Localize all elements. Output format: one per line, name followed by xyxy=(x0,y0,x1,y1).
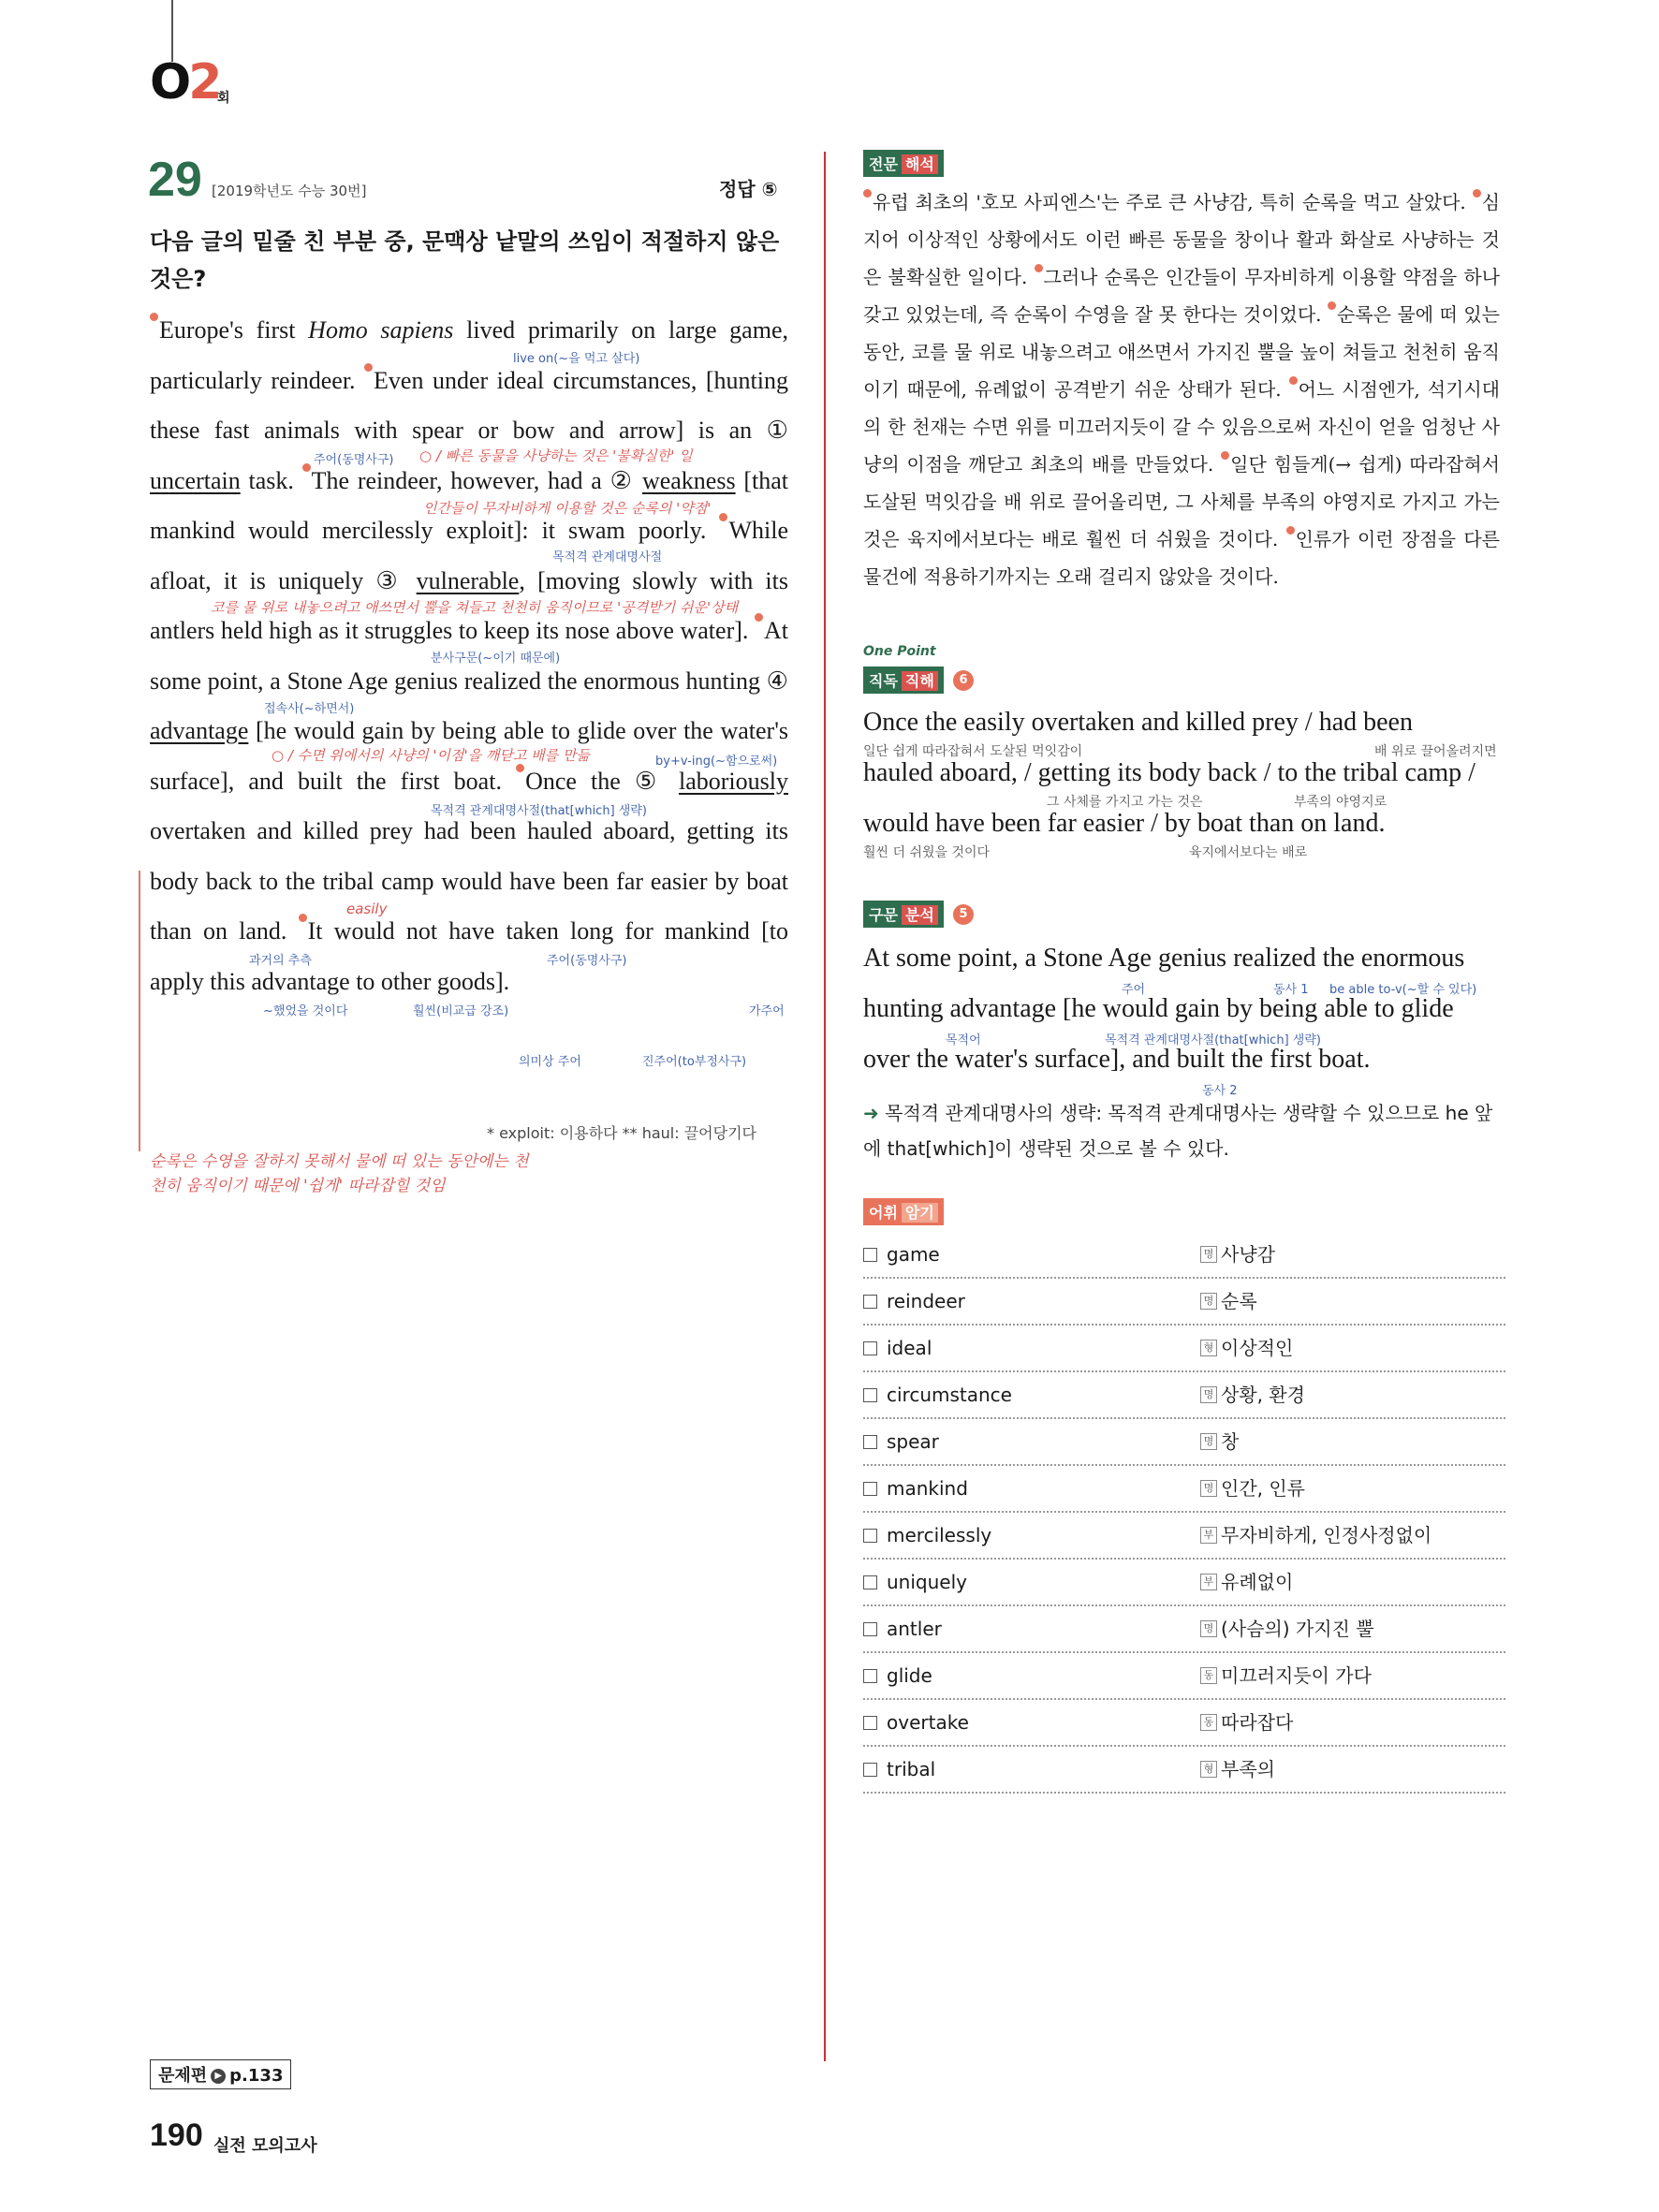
chunk-line-2: hauled aboard, / getting its body back / to the tribal camp / xyxy=(863,758,1475,787)
checkbox-icon[interactable] xyxy=(863,1716,877,1730)
structure-annotation: 목적격 관계대명사절(that[which] 생략) xyxy=(1105,1033,1321,1047)
structure-annotation: 동사 1 xyxy=(1273,983,1309,997)
footnote: * exploit: 이용하다 ** haul: 끌어당기다 xyxy=(487,1124,756,1142)
one-point-label: One Point xyxy=(863,644,936,659)
checkbox-icon[interactable] xyxy=(863,1529,877,1543)
underlined-word-2: weakness xyxy=(641,466,736,494)
sentence-marker-icon xyxy=(755,613,763,622)
checkbox-icon[interactable] xyxy=(863,1763,877,1777)
annotation-blue: by+v-ing(~함으로써) xyxy=(655,754,778,769)
sentence-marker-icon xyxy=(1035,264,1043,272)
underlined-word-5: laboriously xyxy=(679,767,788,795)
underlined-word-1: uncertain xyxy=(150,466,241,494)
structure-line-2: hunting advantage [he would gain by being able to glide xyxy=(863,994,1454,1023)
chunk-gloss: 일단 쉽게 따라잡혀서 도살된 먹잇감이 xyxy=(863,744,1083,759)
structure-note: ➜ 목적격 관계대명사의 생략: 목적격 관계대명사는 생략할 수 있으므로 he 앞에 that[which]이 생략된 것으로 볼 수 있다. xyxy=(863,1102,1493,1160)
annotation-bracket xyxy=(139,871,140,1151)
annotation-blue: 주어(동명사구) xyxy=(314,453,394,467)
annotation-red: 코를 물 위로 내놓으려고 애쓰면서 뿔을 쳐들고 천천히 움직이므로 '공격받기 쉬운'상태 xyxy=(211,599,739,616)
sentence-marker-icon xyxy=(1328,301,1336,310)
vocab-row: spear 명 창 xyxy=(863,1419,1505,1466)
question-source: [2019학년도 수능 30번] xyxy=(212,183,367,199)
arrow-icon: ➜ xyxy=(863,1102,879,1124)
chevron-right-icon: ▶ xyxy=(211,2069,226,2084)
underlined-word-3: vulnerable xyxy=(416,566,520,594)
question-prompt: 다음 글의 밑줄 친 부분 중, 문맥상 낱말의 쓰임이 적절하지 않은 것은? xyxy=(150,228,780,292)
difficulty-badge: 6 xyxy=(953,670,974,691)
annotation-blue: ~했었을 것이다 xyxy=(263,1004,348,1018)
checkbox-icon[interactable] xyxy=(863,1295,877,1309)
vocab-row: mankind 명 인간, 인류 xyxy=(863,1466,1505,1513)
vocab-row: ideal 형 이상적인 xyxy=(863,1326,1505,1372)
annotation-blue: 과거의 추측 xyxy=(249,954,312,968)
vocab-row: reindeer 명 순록 xyxy=(863,1279,1505,1326)
vocab-row: circumstance 명 상황, 환경 xyxy=(863,1372,1505,1419)
vocab-row: overtake 동 따라잡다 xyxy=(863,1700,1505,1747)
chunk-line-3: would have been far easier / by boat than on land. xyxy=(863,809,1386,838)
chunk-gloss: 육지에서보다는 배로 xyxy=(1189,845,1308,860)
annotation-red: easily xyxy=(346,901,388,917)
round-number: O2 xyxy=(150,54,220,110)
annotation-red: ○ / 빠른 동물을 사냥하는 것은 '불확실한' 일 xyxy=(419,447,693,464)
section-label-vocab: 어휘 암기 xyxy=(863,1198,944,1225)
vocab-row: game 명 사냥감 xyxy=(863,1232,1505,1279)
vocab-row: glide 동 미끄러지듯이 가다 xyxy=(863,1653,1505,1700)
section-label-translation: 전문 해석 xyxy=(863,150,944,177)
question-number: 29 xyxy=(148,153,202,207)
structure-annotation: 목적어 xyxy=(946,1033,981,1047)
round-suffix: 회 xyxy=(217,91,230,106)
annotation-blue: live on(~을 먹고 살다) xyxy=(513,352,640,366)
annotation-blue: 분사구문(~이기 때문에) xyxy=(431,652,561,666)
annotation-blue: 주어(동명사구) xyxy=(547,954,627,968)
sentence-marker-icon xyxy=(863,189,872,198)
sentence-marker-icon xyxy=(299,914,307,922)
annotation-blue: 목적격 관계대명사절 xyxy=(552,550,663,564)
annotation-blue: 진주어(to부정사구) xyxy=(642,1055,747,1069)
structure-annotation: 동사 2 xyxy=(1202,1084,1238,1098)
checkbox-icon[interactable] xyxy=(863,1435,877,1449)
sentence-marker-icon xyxy=(1221,451,1229,460)
answer-label: 정답 ⑤ xyxy=(719,178,778,200)
page-title: 실전 모의고사 xyxy=(213,2136,317,2156)
chunk-line-1: Once the easily overtaken and killed prey / had been xyxy=(863,708,1413,737)
sentence-marker-icon xyxy=(364,363,373,372)
annotation-blue: 목적격 관계대명사절(that[which] 생략) xyxy=(431,804,647,818)
checkbox-icon[interactable] xyxy=(863,1575,877,1589)
chunk-gloss: 부족의 야영지로 xyxy=(1294,795,1387,810)
passage: Europe's first Homo sapiens lived primarily on large game, particularly reindeer. Even under ideal circumstances, [hunting these fast animals with spear or bow and arrow] is an ① uncertain task. The reindeer, however, had a ② weakness [that mankind would mercilessly exploit]: it swam poorly. While afloat, it is uniquely ③ vulnerable, [moving slowly with its antlers held high as it struggles to keep its nose above water]. At some point, a Stone Age genius realized the enormous hunting ④ advantage [he would gain by being able to glide over the water's surface], and built the first boat. Once the ⑤ laboriously overtaken and killed prey had been hauled aboard, getting its body back to the tribal camp would have been far easier by boat than on land. It would not have taken long for mankind [to apply this advantage to other goods]. xyxy=(150,305,788,1006)
column-divider xyxy=(824,152,826,2061)
sentence-marker-icon xyxy=(1289,376,1298,385)
header-rule xyxy=(171,0,173,62)
structure-line-3: over the water's surface], and built the first boat. xyxy=(863,1045,1371,1074)
difficulty-badge: 5 xyxy=(953,904,974,925)
chunk-gloss: 훨씬 더 쉬웠을 것이다 xyxy=(863,845,991,860)
section-label-structure: 구문 분석 xyxy=(863,901,944,928)
checkbox-icon[interactable] xyxy=(863,1341,877,1355)
chunk-gloss: 그 사체를 가지고 가는 것은 xyxy=(1047,795,1203,810)
sentence-marker-icon xyxy=(302,463,311,472)
vocab-list xyxy=(863,1232,1505,1794)
vocab-row: tribal 형 부족의 xyxy=(863,1747,1505,1794)
annotation-blue: 접속사(~하면서) xyxy=(264,702,355,716)
sentence-marker-icon xyxy=(1473,189,1481,198)
underlined-word-4: advantage xyxy=(150,717,249,744)
structure-annotation: be able to-v(~할 수 있다) xyxy=(1329,983,1477,997)
page-number: 190 xyxy=(150,2117,203,2153)
annotation-red: ○ / 수면 위에서의 사냥의 '이점'을 깨닫고 배를 만듦 xyxy=(272,747,590,764)
checkbox-icon[interactable] xyxy=(863,1669,877,1683)
problem-page-link[interactable]: 문제편 ▶ p.133 xyxy=(150,2059,291,2089)
sentence-marker-icon xyxy=(150,313,158,321)
checkbox-icon[interactable] xyxy=(863,1248,877,1262)
structure-line-1: At some point, a Stone Age genius realized the enormous xyxy=(863,944,1465,973)
checkbox-icon[interactable] xyxy=(863,1622,877,1636)
section-label-chunk: 직독 직해 xyxy=(863,667,944,694)
annotation-blue: 의미상 주어 xyxy=(519,1055,581,1069)
structure-annotation: 주어 xyxy=(1122,983,1146,997)
handwritten-note: 순록은 수영을 잘하지 못해서 물에 떠 있는 동안에는 천천히 움직이기 때문에 '쉽게' 따라잡힐 것임 xyxy=(150,1152,529,1195)
sentence-marker-icon xyxy=(1286,526,1295,535)
vocab-row: mercilessly 부 무자비하게, 인정사정없이 xyxy=(863,1513,1505,1560)
checkbox-icon[interactable] xyxy=(863,1388,877,1402)
annotation-red: 인간들이 무자비하게 이용할 것은 순록의 '약점' xyxy=(423,500,712,517)
annotation-blue: 훨씬(비교급 강조) xyxy=(413,1004,509,1018)
checkbox-icon[interactable] xyxy=(863,1482,877,1496)
sentence-marker-icon xyxy=(719,513,727,521)
translation-text: 유럽 최초의 '호모 사피엔스'는 주로 큰 사냥감, 특히 순록을 먹고 살았다. 심지어 이상적인 상황에서도 이런 빠른 동물을 창이나 활과 화살로 사냥하는 것은 불확실한 일이다. 그러나 순록은 인간들이 무자비하게 이용할 약점을 하나 갖고 있었는데, 즉 순록이 수영을 잘 못 한다는 것이었다. 순록은 물에 떠 있는 동안, 코를 물 위로 내놓으려고 애쓰면서 가지진 뿔을 높이 쳐들고 천천히 움직이기 때문에, 유례없이 공격받기 쉬운 상태가 된다. 어느 시점엔가, 석기시대의 한 천재는 수면 위를 미끄러지듯이 갈 수 있음으로써 자신이 얻을 엄청난 사냥의 이점을 깨닫고 최초의 배를 만들었다. 일단 힘들게(→ 쉽게) 따라잡혀서 도살된 먹잇감을 배 위로 끌어올리면, 그 사체를 부족의 야영지로 가지고 가는 것은 육지에서보다는 배로 훨씬 더 쉬웠을 것이다. 인류가 이런 장점을 다른 물건에 적용하기까지는 오래 걸리지 않았을 것이다. xyxy=(863,191,1501,588)
vocab-row: antler 명 (사슴의) 가지진 뿔 xyxy=(863,1606,1505,1653)
vocab-row: uniquely 부 유례없이 xyxy=(863,1560,1505,1606)
annotation-blue: 가주어 xyxy=(749,1004,785,1018)
chunk-gloss: 배 위로 끌어올려지면 xyxy=(1374,744,1497,759)
